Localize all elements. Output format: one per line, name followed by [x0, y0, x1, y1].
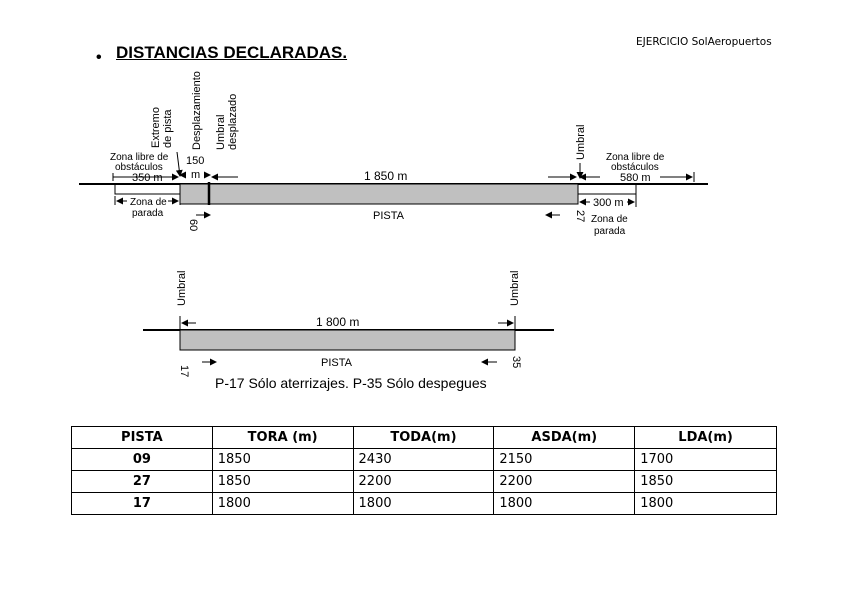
label-zona-libre-left-1: Zona libre de: [110, 152, 169, 163]
title-bullet: •: [96, 49, 102, 66]
label-pista-2: PISTA: [321, 357, 352, 369]
label-580: 580 m: [620, 172, 651, 184]
stopway-right: [578, 184, 636, 194]
cell-tora: 1800: [212, 493, 353, 515]
label-60: 60: [187, 219, 199, 232]
header-pista: PISTA: [72, 427, 213, 449]
table-row: [72, 493, 777, 515]
diagram-caption: P-17 Sólo aterrizajes. P-35 Sólo despegues: [215, 375, 487, 391]
runway-diagram-09-27: [79, 71, 708, 237]
header-tora: TORA (m): [212, 427, 353, 449]
runway-strip: [180, 184, 578, 204]
cell-asda: 2150: [494, 449, 635, 471]
header-lda: LDA(m): [635, 427, 777, 449]
label-zona-parada-left-1: Zona de: [130, 197, 167, 208]
page-title: DISTANCIAS DECLARADAS.: [116, 43, 348, 62]
label-umbral-right: Umbral: [575, 124, 587, 160]
label-zona-libre-left-2: obstáculos: [115, 162, 163, 173]
header-text: EJERCICIO SolAeropuertos: [636, 36, 772, 48]
label-extremo-2: de pista: [162, 109, 174, 148]
label-300: 300 m: [593, 197, 624, 209]
label-150: 150: [186, 155, 205, 167]
cell-asda: 1800: [494, 493, 635, 515]
label-1800: 1 800 m: [316, 315, 360, 329]
label-pista-1: PISTA: [373, 210, 404, 222]
cell-toda: 2200: [353, 471, 494, 493]
label-umbral-desplazado-1: Umbral: [215, 114, 227, 150]
cell-tora: 1850: [212, 449, 353, 471]
cell-asda: 2200: [494, 471, 635, 493]
cell-pista: 17: [72, 493, 213, 515]
label-zona-libre-right-2: obstáculos: [611, 162, 659, 173]
runway-diagram-17-35: [143, 271, 554, 391]
label-zona-parada-right-2: parada: [594, 226, 626, 237]
label-350: 350 m: [132, 172, 163, 184]
label-umbral-left-2: Umbral: [176, 270, 188, 306]
declared-distances-table: [71, 426, 777, 515]
table-row: [72, 449, 777, 471]
stopway-left: [115, 184, 180, 194]
label-1850: 1 850 m: [364, 169, 408, 183]
header-toda: TODA(m): [353, 427, 494, 449]
label-zona-parada-right-1: Zona de: [591, 214, 628, 225]
cell-lda: 1800: [635, 493, 777, 515]
cell-tora: 1850: [212, 471, 353, 493]
label-m-small: m: [191, 169, 201, 181]
cell-toda: 2430: [353, 449, 494, 471]
label-35: 35: [510, 356, 522, 369]
label-17: 17: [178, 365, 190, 378]
label-zona-parada-left-2: parada: [132, 208, 164, 219]
table-row: [72, 471, 777, 493]
label-desplazamiento: Desplazamiento: [191, 71, 203, 150]
header-asda: ASDA(m): [494, 427, 635, 449]
runway-strip-2: [180, 330, 515, 350]
cell-pista: 27: [72, 471, 213, 493]
label-extremo-1: Extremo: [150, 107, 162, 148]
label-umbral-desplazado-2: desplazado: [227, 93, 239, 150]
cell-lda: 1850: [635, 471, 777, 493]
cell-lda: 1700: [635, 449, 777, 471]
label-umbral-right-2: Umbral: [509, 270, 521, 306]
table-header-row: [72, 427, 777, 449]
label-27: 27: [574, 210, 586, 223]
cell-pista: 09: [72, 449, 213, 471]
cell-toda: 1800: [353, 493, 494, 515]
label-zona-libre-right-1: Zona libre de: [606, 152, 665, 163]
